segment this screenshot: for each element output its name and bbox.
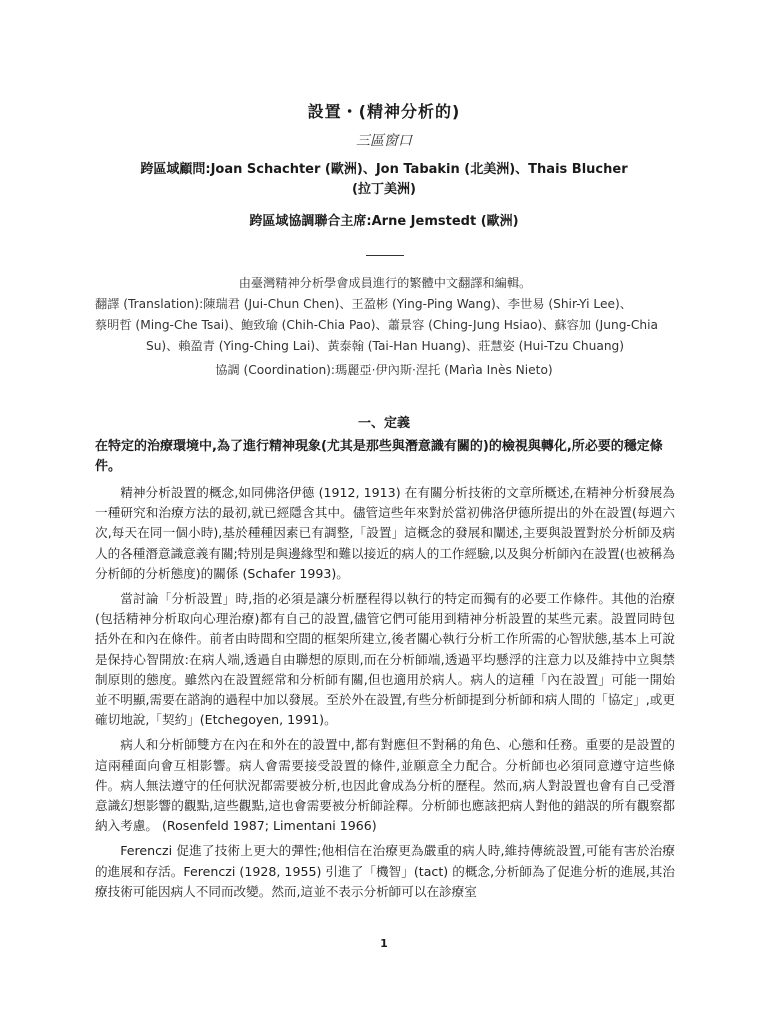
translation-line: Su)、賴盈青 (Ying-Ching Lai)、黃泰翰 (Tai-Han Huang)、莊慧姿 (Hui-Tzu Chuang) — [145, 339, 625, 353]
translation-line: 翻譯 (Translation):陳瑞君 (Jui-Chun Chen)、王盈彬 (Ying-Ping Wang)、李世易 (Shir-Yi Lee)、 — [95, 297, 632, 311]
divider — [366, 255, 404, 256]
coordination-line: 協調 (Coordination):瑪麗亞·伊內斯·涅托 (Marìa Inès Nieto) — [215, 363, 553, 377]
body-text — [95, 483, 675, 907]
body-paragraph: Ferenczi 促進了技術上更大的彈性;他相信在治療更為嚴重的病人時,維持傳統設置,可能有害於治療的進展和存活。Ferenczi (1928, 1955) 引進了「機智」(tact) 的概念,分析師為了促進分析的進展,其治療技術可能因病人不同而改變。然而,這並不表示分析師可以在診療室 — [95, 843, 675, 899]
credits-block — [95, 273, 675, 357]
body-paragraph: 精神分析設置的概念,如同佛洛伊德 (1912, 1913) 在有關分析技術的文章所概述,在精神分析發展為一種研究和治療方法的最初,就已經隱含其中。儘管這些年來對於當初佛洛伊德所提出的外在設置(每週六次,每天在同一個小時),基於種種因素已有調整,「設置」這概念的發展和闡述,主要與設置對於分析師及病人的各種潛意識意義有關;特別是與邊緣型和難以接近的病人的工作經驗,以及與分析師內在設置(也被稱為分析師的分析態度)的關係 (Schafer 1993)。 — [95, 485, 675, 581]
document-subtitle: 三區窗口 — [356, 133, 412, 149]
section-heading: 一、定義 — [357, 416, 410, 431]
page-number: 1 — [380, 937, 388, 950]
advisors-line: (拉丁美洲) — [352, 182, 416, 197]
body-paragraph: 病人和分析師雙方在內在和外在的設置中,都有對應但不對稱的角色、心態和任務。重要的是設置的這兩種面向會互相影響。病人會需要接受設置的條件,並願意全力配合。分析師也必須同意遵守這些條件。病人無法遵守的任何狀況都需要被分析,也因此會成為分析的歷程。然而,病人對設置也會有自己受潛意識幻想影響的觀點,這些觀點,這也會需要被分析師詮釋。分析師也應該把病人對他的錯誤的所有觀察都納入考慮。 (Rosenfeld 1987; Limentani 1966) — [95, 737, 675, 834]
definition-text: 在特定的治療環境中,為了進行精神現象(尤其是那些與潛意識有關的)的檢視與轉化,所必要的穩定條件。 — [95, 439, 663, 474]
cochair-line: 跨區域協調聯合主席:Arne Jemstedt (歐洲) — [249, 214, 519, 229]
document-title: 設置・(精神分析的) — [307, 102, 461, 121]
body-paragraph: 當討論「分析設置」時,指的必須是讓分析歷程得以執行的特定而獨有的必要工作條件。其他的治療(包括精神分析取向心理治療)都有自己的設置,儘管它們可能用到精神分析設置的某些元素。設置同時包括外在和內在條件。前者由時間和空間的框架所建立,後者關心執行分析工作所需的心智狀態,基本上可說是保持心智開放:在病人端,透過自由聯想的原則,而在分析師端,透過平均懸浮的注意力以及維持中立與禁制原則的態度。雖然內在設置經常和分析師有關,但也適用於病人。病人的這種「內在設置」可能一開始並不明顯,需要在諮詢的過程中加以發展。至於外在設置,有些分析師提到分析師和病人間的「協定」,或更確切地說,「契約」(Etchegoyen, 1991)。 — [95, 591, 675, 728]
translation-line: 蔡明哲 (Ming-Che Tsai)、鮑致瑜 (Chih-Chia Pao)、蕭景容 (Ching-Jung Hsiao)、蘇容加 (Jung-Chia — [95, 318, 658, 332]
credits-intro: 由臺灣精神分析學會成員進行的繁體中文翻譯和編輯。 — [238, 276, 532, 290]
advisors-block — [110, 160, 658, 200]
advisors-line: 跨區域顧問:Joan Schachter (歐洲)、Jon Tabakin (北美洲)、Thais Blucher — [140, 162, 628, 177]
